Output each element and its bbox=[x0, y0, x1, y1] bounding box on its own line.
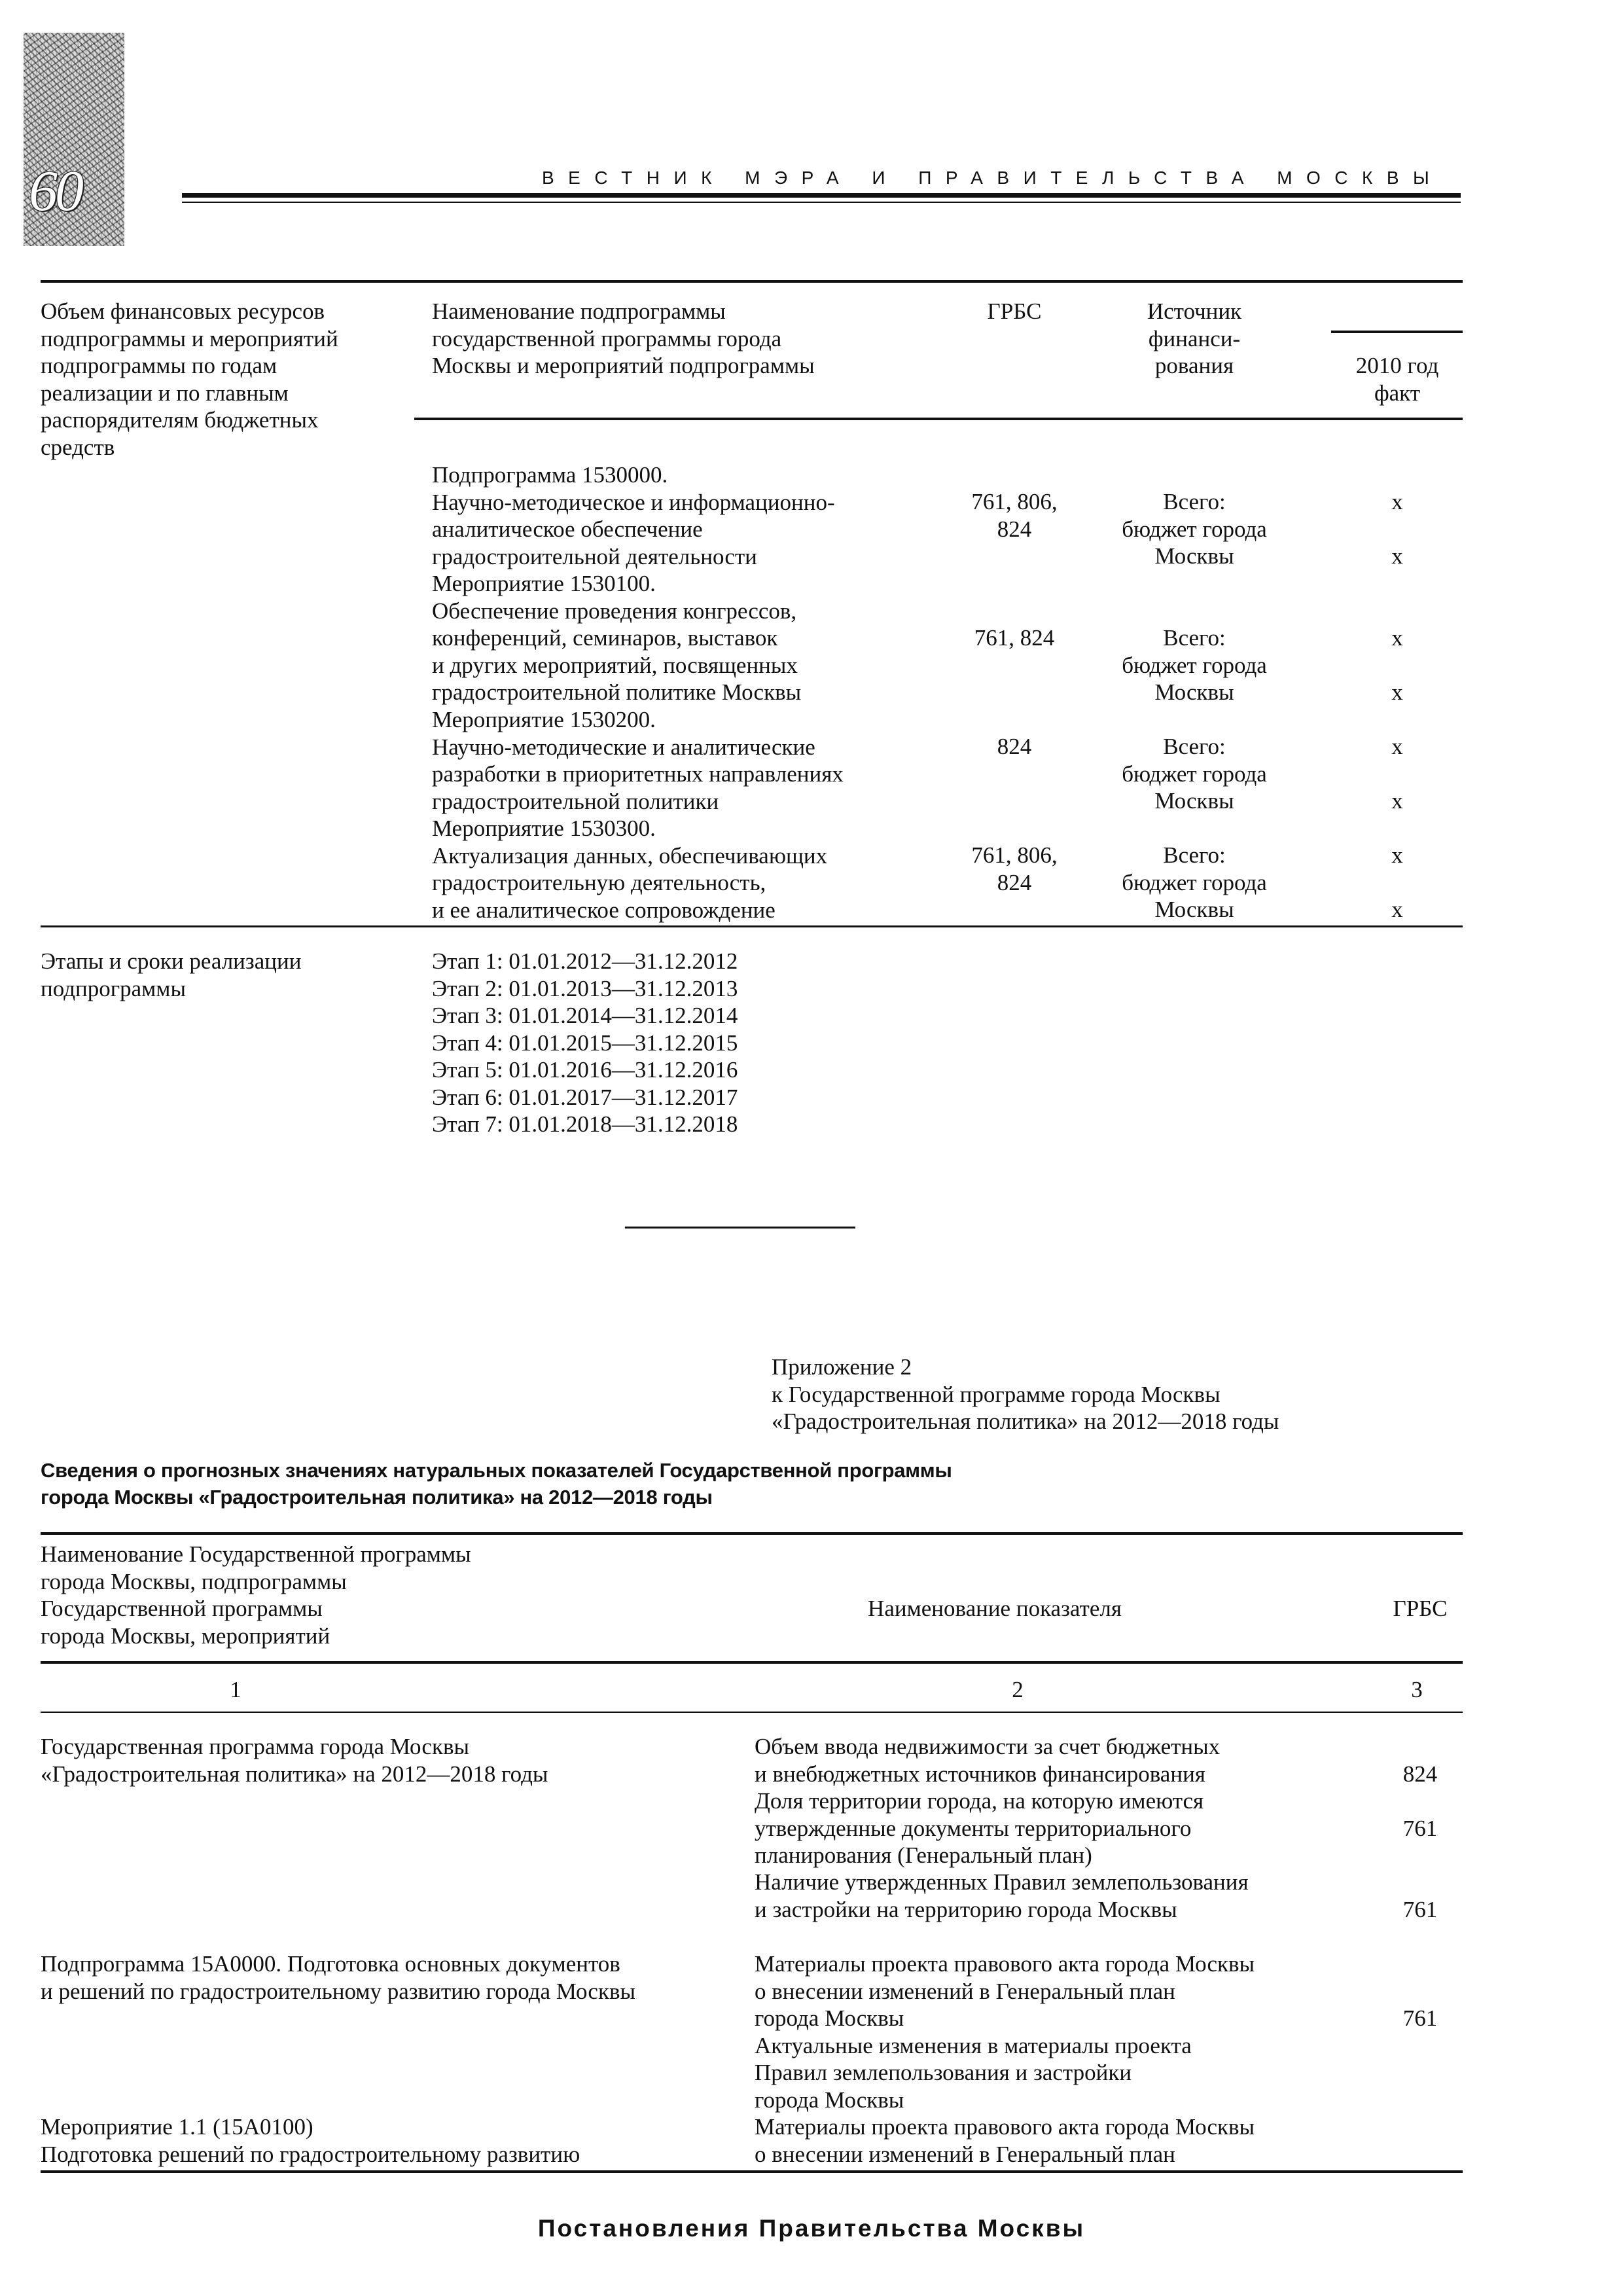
finance-item-value: х bbox=[1391, 679, 1403, 705]
finance-item-value: х bbox=[1391, 897, 1403, 922]
finance-table-top-rule bbox=[41, 280, 1463, 283]
finance-item-value: х bbox=[1391, 734, 1403, 759]
finance-item-name: Подпрограмма 1530000. Научно-методическое и информационно- аналитическое обеспечение градостроительной деятельности bbox=[432, 462, 835, 569]
indicator-grbs: 761 bbox=[1402, 1897, 1438, 1922]
finance-item-value: х bbox=[1391, 625, 1403, 651]
stage-item: Этап 7: 01.01.2018—31.12.2018 bbox=[432, 1111, 738, 1137]
stage-item: Этап 4: 01.01.2015—31.12.2015 bbox=[432, 1030, 738, 1056]
finance-item-source: Всего: бюджет города Москвы bbox=[1122, 489, 1267, 569]
finance-item-value: х bbox=[1391, 543, 1403, 569]
activity-name: Мероприятие 1.1 (15А0100) Подготовка решений по градостроительному развитию bbox=[41, 2114, 580, 2167]
program-name: Государственная программа города Москвы «Градостроительная политика» на 2012—2018 годы bbox=[41, 1734, 548, 1787]
indicators-col1-header: Наименование Государственной программы города Москвы, подпрограммы Государственной программы города Москвы, мероприятий bbox=[41, 1541, 471, 1649]
stage-item: Этап 1: 01.01.2012—31.12.2012 bbox=[432, 948, 738, 974]
subprogram-name: Подпрограмма 15А0000. Подготовка основных документов и решений по градостроительному развитию города Москвы bbox=[41, 1951, 636, 2004]
column-number: 3 bbox=[1411, 1677, 1423, 1702]
finance-item-grbs: 761, 806, 824 bbox=[971, 489, 1058, 542]
finance-row-rule bbox=[41, 925, 1463, 927]
finance-item-value: х bbox=[1391, 788, 1403, 814]
footer-title: Постановления Правительства Москвы bbox=[537, 2215, 1086, 2242]
column-number-rule bbox=[41, 1712, 1463, 1713]
indicator-text: Материалы проекта правового акта города Москвы о внесении изменений в Генеральный план города Москвы Актуальные изменения в материалы проекта Правил землепользования и застройки города Москвы bbox=[755, 1951, 1255, 2113]
indicator-text: Наличие утвержденных Правил землепользования и застройки на территорию города Москвы bbox=[755, 1869, 1249, 1922]
finance-item-value: х bbox=[1391, 842, 1403, 868]
indicators-header-bottom-rule bbox=[41, 1661, 1463, 1664]
stages-label: Этапы и сроки реализации подпрограммы bbox=[41, 948, 302, 1001]
indicators-table-top-rule bbox=[41, 1532, 1463, 1535]
finance-item-name: Мероприятие 1530100. Обеспечение проведения конгрессов, конференций, семинаров, выставок и других мероприятий, посвященных градостроительной политике Москвы bbox=[432, 571, 802, 705]
finance-item-name: Мероприятие 1530200. Научно-методические и аналитические разработки в приоритетных направлениях градостроительной политики bbox=[432, 707, 844, 814]
column-number: 2 bbox=[1012, 1677, 1024, 1702]
page-number: 60 bbox=[29, 160, 81, 223]
indicators-col3-header: ГРБС bbox=[1393, 1596, 1448, 1621]
indicator-text: Доля территории города, на которую имеются утвержденные документы территориального планирования (Генеральный план) bbox=[755, 1788, 1204, 1868]
header-rule-thin bbox=[182, 202, 1461, 203]
finance-item-grbs: 761, 824 bbox=[974, 625, 1055, 651]
appendix-heading: Сведения о прогнозных значениях натуральных показателей Государственной программы города Москвы «Градостроительная политика» на 2012—2018 годы bbox=[41, 1459, 952, 1509]
finance-item-source: Всего: бюджет города Москвы bbox=[1122, 734, 1267, 814]
header-grbs: ГРБС bbox=[987, 298, 1042, 324]
indicator-text: Материалы проекта правового акта города Москвы о внесении изменений в Генеральный план bbox=[755, 2114, 1255, 2167]
indicators-col2-header: Наименование показателя bbox=[868, 1596, 1122, 1621]
indicator-text: Объем ввода недвижимости за счет бюджетных и внебюджетных источников финансирования bbox=[755, 1734, 1221, 1787]
journal-title: ВЕСТНИК МЭРА И ПРАВИТЕЛЬСТВА МОСКВЫ bbox=[542, 168, 1444, 188]
indicators-table-bottom-rule bbox=[41, 2170, 1463, 2173]
finance-item-source: Всего: бюджет города Москвы bbox=[1122, 625, 1267, 705]
finance-item-grbs: 824 bbox=[997, 734, 1032, 759]
finance-row-label: Объем финансовых ресурсов подпрограммы и мероприятий подпрограммы по годам реализации и по главным распорядителям бюджетных средств bbox=[41, 298, 338, 460]
header-name-column: Наименование подпрограммы государственной программы города Москвы и мероприятий подпрограммы bbox=[432, 298, 815, 378]
finance-item-name: Мероприятие 1530300. Актуализация данных, обеспечивающих градостроительную деятельность, и ее аналитическое сопровождение bbox=[432, 816, 828, 923]
header-source: Источник финанси- рования bbox=[1147, 298, 1242, 378]
finance-item-grbs: 761, 806, 824 bbox=[971, 842, 1058, 895]
stage-item: Этап 3: 01.01.2014—31.12.2014 bbox=[432, 1003, 738, 1028]
stage-item: Этап 6: 01.01.2017—31.12.2017 bbox=[432, 1084, 738, 1110]
indicator-grbs: 824 bbox=[1402, 1761, 1438, 1787]
indicator-grbs: 761 bbox=[1402, 1816, 1438, 1841]
finance-item-source: Всего: бюджет города Москвы bbox=[1122, 842, 1267, 922]
stages-list bbox=[432, 948, 738, 1138]
appendix-caption: Приложение 2 к Государственной программе города Москвы «Градостроительная политика» на 2012—2018 годы bbox=[772, 1354, 1279, 1434]
stage-item: Этап 2: 01.01.2013—31.12.2013 bbox=[432, 975, 738, 1001]
finance-item-value: х bbox=[1391, 489, 1403, 514]
indicator-grbs: 761 bbox=[1402, 2005, 1438, 2031]
header-rule-thick bbox=[182, 193, 1461, 198]
column-number: 1 bbox=[230, 1677, 241, 1702]
stage-item: Этап 5: 01.01.2016—31.12.2016 bbox=[432, 1057, 738, 1083]
section-separator bbox=[625, 1227, 855, 1229]
finance-header-bottom-rule bbox=[414, 418, 1463, 420]
year-header-rule bbox=[1331, 331, 1463, 333]
header-year: 2010 год факт bbox=[1355, 353, 1439, 406]
